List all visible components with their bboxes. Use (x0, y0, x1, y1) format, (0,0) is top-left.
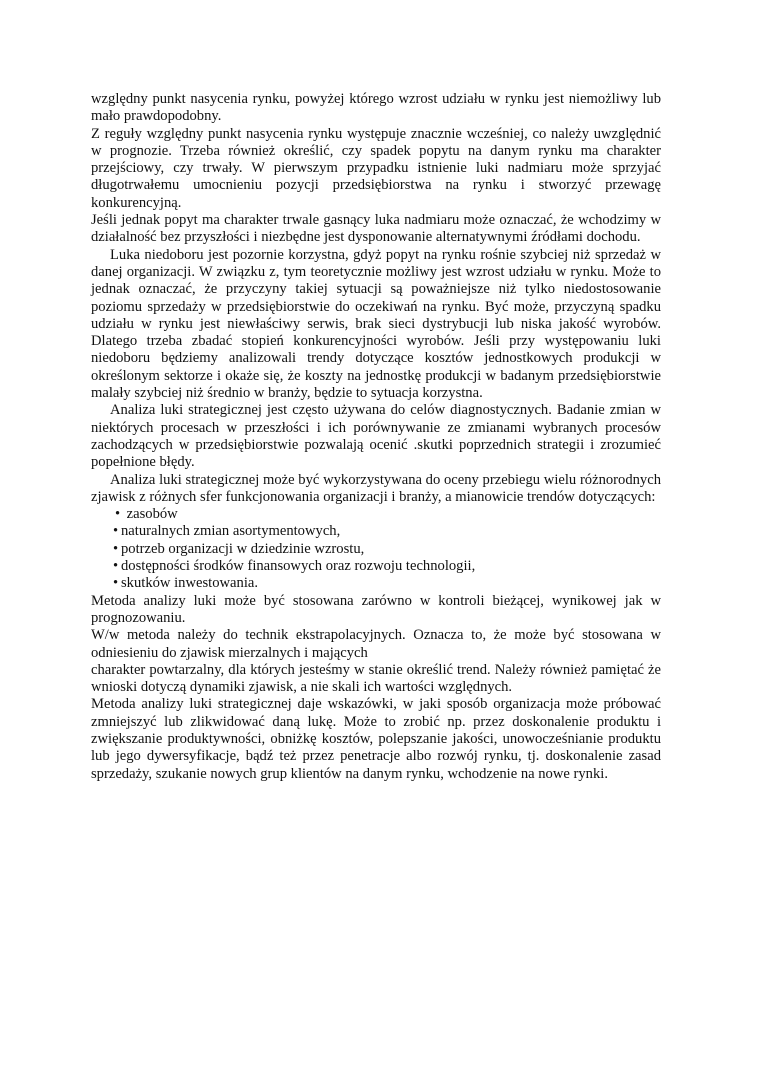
trend-list (91, 506, 661, 592)
list-item (113, 575, 661, 592)
list-item-text: potrzeb organizacji w dziedzinie wzrostu, (121, 540, 365, 557)
document-page (91, 91, 661, 783)
paragraph-shortage-gap: Luka niedoboru jest pozornie korzystna, gdyż popyt na rynku rośnie szybciej niż sprzedaż w danej organizacji. W związku z, tym teoretycznie możliwy jest wzrost udziału w rynku. Może to jednak oznaczać, że przyczyny takiej sytuacji są poważniejsze niż tylko niedostosowanie poziomu sprzedaży w przedsiębiorstwie do oczekiwań na rynku. Być może, przyczyną spadku udziału w rynku jest niewłaściwy serwis, brak sieci dystrybucji lub niska jakość wyrobów. Dlatego trzeba zbadać stopień konkurencyjności wyrobów. Jeśli przy występowaniu luki niedoboru będziemy analizowali trendy dotyczące kosztów jednostkowych produkcji w określonym sektorze i okaże się, że koszty na jednostkę produkcji w badanym przedsiębiorstwie malały szybciej niż średnio w branży, będzie to sytuacja korzystna. (91, 246, 661, 402)
list-item (113, 541, 661, 558)
paragraph-repeatable-character: charakter powtarzalny, dla których jesteśmy w stanie określić trend. Należy również pamiętać że wnioski dotyczą dynamiki zjawisk, a nie skali ich wartości względnych. (91, 661, 661, 696)
paragraph-relative-saturation: Z reguły względny punkt nasycenia rynku występuje znacznie wcześniej, co należy uwzględnić w prognozie. Trzeba również określić, czy spadek popytu na danym rynku ma charakter przejściowy, czy trwały. W pierwszym przypadku istnienie luki nadmiaru może sprzyjać długotrwałemu umocnieniu pozycji przedsiębiorstwa na rynku i stworzyć przewagę konkurencyjną. (91, 125, 661, 211)
paragraph-diagnostic-analysis: Analiza luki strategicznej jest często używana do celów diagnostycznych. Badanie zmian w niektórych procesach w przeszłości i ich porównywanie ze zmianami wybranych procesów zachodzących w przedsiębiorstwie pozwalają ocenić .skutki poprzednich strategii i zrozumieć popełnione błędy. (91, 402, 661, 471)
list-item (113, 558, 661, 575)
list-item-text: naturalnych zmian asortymentowych, (121, 523, 341, 540)
list-item-text: skutków inwestowania. (121, 575, 259, 592)
paragraph-method-usage: Metoda analizy luki może być stosowana zarówno w kontroli bieżącej, wynikowej jak w prognozowaniu. (91, 592, 661, 626)
paragraph-saturation-point: względny punkt nasycenia rynku, powyżej którego wzrost udziału w rynku jest niemożliwy lub mało prawdopodobny. (91, 91, 661, 125)
bullet-icon: • (115, 506, 121, 523)
list-item-text: dostępności środków finansowych oraz rozwoju technologii, (121, 558, 476, 575)
list-item-text: zasobów (126, 506, 178, 523)
bullet-icon: • (113, 523, 119, 540)
list-item (113, 523, 661, 540)
list-item (113, 506, 661, 523)
paragraph-declining-demand: Jeśli jednak popyt ma charakter trwale gasnący luka nadmiaru może oznaczać, że wchodzimy w działalność bez przyszłości i niezbędne jest dysponowanie alternatywnymi źródłami dochodu. (91, 212, 661, 246)
paragraph-gap-reduction: Metoda analizy luki strategicznej daje wskazówki, w jaki sposób organizacja może próbować zmniejszyć lub zlikwidować daną lukę. Może to zrobić np. przez doskonalenie produktu i zwiększanie produktywności, obniżkę kosztów, polepszanie jakości, unowocześnianie produktu lub jego dywersyfikacje, bądź też przez penetracje albo rozwój rynku, tj. doskonalenie zasad sprzedaży, szukanie nowych grup klientów na danym rynku, wchodzenie na nowe rynki. (91, 696, 661, 782)
bullet-icon: • (113, 575, 119, 592)
bullet-icon: • (113, 540, 119, 557)
paragraph-trend-analysis: Analiza luki strategicznej może być wykorzystywana do oceny przebiegu wielu różnorodnych zjawisk z różnych sfer funkcjonowania organizacji i branży, a mianowicie trendów dotyczących: (91, 471, 661, 505)
bullet-icon: • (113, 558, 119, 575)
paragraph-extrapolation: W/w metoda należy do technik ekstrapolacyjnych. Oznacza to, że może być stosowana w odniesieniu do zjawisk mierzalnych i mających (91, 627, 661, 661)
